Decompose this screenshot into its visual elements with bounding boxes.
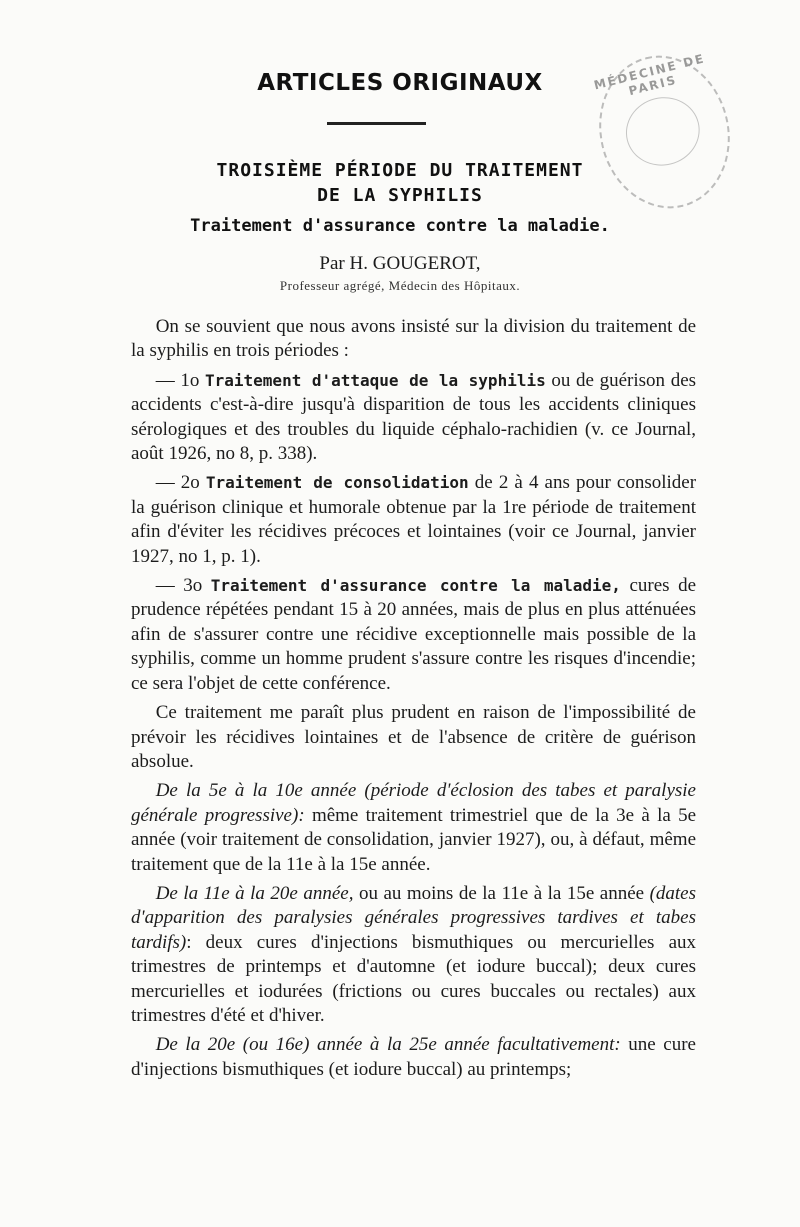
years-11-20-note: (dates d'apparition des paralysies générales progressives tardives et tabes tardifs)	[131, 882, 696, 953]
paragraph-rationale: Ce traitement me paraît plus prudent en raison de l'impossibilité de prévoir les récidives lointaines et de l'absence de critère de guérison absolue.	[131, 702, 696, 772]
author-line: Par H. GOUGEROT,	[319, 253, 481, 274]
author-credit: Professeur agrégé, Médecin des Hôpitaux.	[279, 278, 521, 293]
years-20-25-heading: De la 20e (ou 16e) année à la 25e année facultativement:	[155, 1034, 621, 1056]
period-3-text: cures de prudence répétées pendant 15 à 20 années, mais de plus en plus atténuées afin de s'assurer contre une récidive exceptionnelle mais possible de la syphilis, comme un homme prudent s'assure contre les risques d'incendie; ce sera l'objet de cette conférence.	[131, 575, 696, 694]
paragraph-years-11-20	[131, 882, 696, 1028]
years-20-25-text: une cure d'injections bismuthiques (et iodure buccal) au printemps;	[131, 1034, 696, 1080]
paragraph-period-2	[131, 471, 696, 569]
paragraph-period-3	[131, 574, 696, 696]
section-heading: ARTICLES ORIGINAUX	[257, 70, 543, 96]
years-11-20-text-b: : deux cures d'injections bismuthiques ou mercurielles aux trimestres de printemps et d'automne (et iodure buccal); deux cures mercurielles et iodurées (frictions ou cures buccales ou rectales) aux trimestres d'été et d'hiver.	[131, 931, 696, 1026]
period-3-number: — 3o	[155, 575, 203, 597]
years-11-20-text-a: ou au moins de la 11e à la 15e année	[358, 882, 645, 904]
article-title-line2: DE LA SYPHILIS	[317, 185, 483, 206]
heading-divider	[327, 122, 426, 125]
paragraph-intro: On se souvient que nous avons insisté sur la division du traitement de la syphilis en trois périodes :	[131, 316, 696, 362]
article-body	[131, 315, 696, 1087]
paragraph-years-20-25	[131, 1033, 696, 1082]
years-5-10-text: même traitement trimestriel que de la 3e à la 5e année (voir traitement de consolidation, janvier 1927), ou, à défaut, même traitement que de la 11e à la 15e année.	[131, 804, 697, 875]
stamp-text: MÉDECINE DE PARIS	[592, 51, 707, 99]
period-2-number: — 2o	[155, 472, 200, 494]
period-2-text: de 2 à 4 ans pour consolider la guérison clinique et humorale obtenue par la 1re période de traitement afin d'éviter les récidives précoces et lointaines (voir ce Journal, janvier 1927, no 1, p. 1).	[131, 472, 697, 567]
article-subtitle: Traitement d'assurance contre la maladie.	[190, 216, 610, 236]
paragraph-years-5-10	[131, 779, 696, 877]
article-title-line1: TROISIÈME PÉRIODE DU TRAITEMENT	[216, 160, 584, 181]
years-11-20-heading: De la 11e à la 20e année,	[155, 882, 354, 904]
period-1-text: ou de guérison des accidents c'est-à-dire jusqu'à disparition de tous les accidents cliniques sérologiques et des troubles du liquide céphalo-rachidien (v. ce Journal, août 1926, no 8, p. 338).	[131, 369, 697, 465]
paragraph-period-1	[131, 369, 696, 467]
period-1-number: — 1o	[155, 369, 200, 391]
period-2-heading: Traitement de consolidation	[205, 473, 469, 493]
years-5-10-heading: De la 5e à la 10e année (période d'éclosion des tabes et paralysie générale progressive):	[131, 780, 696, 826]
period-1-heading: Traitement d'attaque de la syphilis	[205, 370, 546, 390]
period-3-heading: Traitement d'assurance contre la maladie,	[210, 576, 621, 596]
